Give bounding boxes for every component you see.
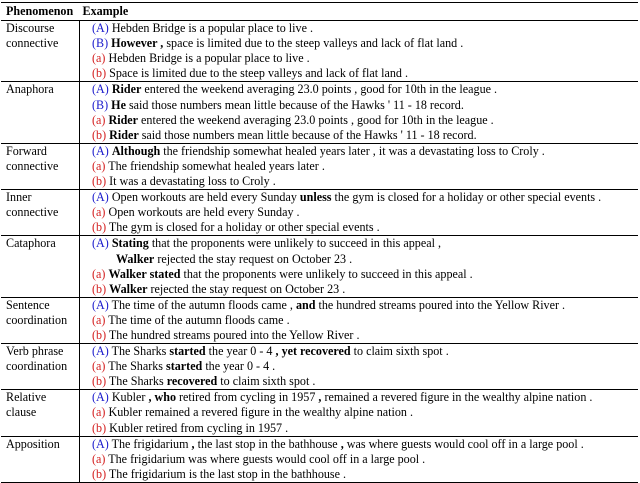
phenomenon-name <box>1 436 80 482</box>
example-text: was where guests would cool off in a large pool . <box>343 436 584 451</box>
example-emphasis: started <box>166 359 203 374</box>
example-text: that the proponents were unlikely to succeed in this appeal . <box>180 266 473 281</box>
phenomenon-name <box>1 190 80 236</box>
phenomenon-name-line: connective <box>6 205 59 220</box>
example-label: (A) <box>92 21 109 36</box>
header-example: Example <box>80 3 639 21</box>
example-text: The time of the autumn floods came , <box>108 297 296 312</box>
example-label: (b) <box>92 66 107 81</box>
phenomena-table <box>1 2 638 483</box>
example-label: (a) <box>92 158 106 173</box>
example-emphasis: , <box>318 390 322 405</box>
example-text: rejected the stay request on October 23 . <box>147 281 346 296</box>
example-line <box>92 128 635 143</box>
phenomenon-name-line: clause <box>6 405 37 420</box>
example-line <box>92 252 635 267</box>
example-line <box>92 66 635 81</box>
phenomenon-name-line: Sentence <box>6 297 50 312</box>
example-label: (a) <box>92 205 106 220</box>
example-emphasis: , <box>340 436 344 451</box>
example-line <box>92 298 635 313</box>
example-cell <box>80 236 639 297</box>
example-line <box>92 113 635 128</box>
phenomenon-name-line: connective <box>6 36 59 51</box>
example-label: (a) <box>92 359 106 374</box>
example-label: (b) <box>92 466 107 481</box>
example-label: (A) <box>92 344 109 359</box>
phenomenon-name <box>1 21 80 82</box>
example-text: entered the weekend averaging 23.0 points , good for 10th in the league . <box>141 82 498 97</box>
example-line <box>92 98 635 113</box>
phenomenon-name <box>1 236 80 297</box>
example-emphasis: , who <box>148 390 176 405</box>
table-row <box>1 21 638 82</box>
example-line <box>92 421 635 436</box>
phenomenon-name-line: coordination <box>6 359 68 374</box>
example-text: to claim sixth spot . <box>350 344 449 359</box>
example-emphasis: , yet recovered <box>275 344 351 359</box>
example-text: The friendship somewhat healed years later . <box>105 158 325 173</box>
phenomenon-name <box>1 344 80 390</box>
example-text: rejected the stay request on October 23 . <box>154 251 353 266</box>
example-cell <box>80 297 639 343</box>
example-emphasis: unless <box>299 190 332 205</box>
example-text: Kubler retired from cycling in 1957 . <box>106 420 289 435</box>
example-line <box>92 174 635 189</box>
example-emphasis: Stating <box>111 236 149 251</box>
example-emphasis: Walker <box>109 281 148 296</box>
example-label: (A) <box>92 297 109 312</box>
example-line <box>92 220 635 235</box>
phenomenon-name-line: Relative <box>6 390 47 405</box>
example-label: (b) <box>92 127 107 142</box>
phenomenon-name-line: Discourse <box>6 21 55 36</box>
example-text: Hebden Bridge is a popular place to live . <box>105 51 310 66</box>
example-label: (A) <box>92 190 109 205</box>
table-row <box>1 190 638 236</box>
example-cell <box>80 390 639 436</box>
phenomenon-name-line: connective <box>6 158 59 173</box>
example-text: The Sharks <box>105 359 167 374</box>
example-label: (a) <box>92 405 106 420</box>
phenomenon-name-line: Cataphora <box>6 236 56 251</box>
example-text: entered the weekend averaging 23.0 points , good for 10th in the league . <box>138 112 494 127</box>
example-text: Space is limited due to the steep valleys and lack of flat land . <box>106 66 409 81</box>
example-label: (a) <box>92 112 106 127</box>
example-line <box>92 51 635 66</box>
example-label: (A) <box>92 143 109 158</box>
example-line <box>92 452 635 467</box>
table-header-row <box>1 3 638 21</box>
example-emphasis: He <box>111 97 126 112</box>
table-row <box>1 143 638 189</box>
example-text: It was a devastating loss to Croly . <box>106 174 276 189</box>
example-cell <box>80 82 639 143</box>
example-label: (b) <box>92 327 107 342</box>
example-label: (A) <box>92 236 109 251</box>
example-line <box>92 405 635 420</box>
example-text: The Sharks <box>108 344 170 359</box>
example-emphasis: and <box>295 297 316 312</box>
example-label: (b) <box>92 374 107 389</box>
phenomenon-name-line: Anaphora <box>6 82 54 97</box>
example-label: (A) <box>92 82 109 97</box>
example-label: (a) <box>92 51 106 66</box>
table-row <box>1 390 638 436</box>
example-line <box>92 374 635 389</box>
phenomenon-name-line: Apposition <box>6 436 60 451</box>
example-text: the gym is closed for a holiday or other special events . <box>331 190 602 205</box>
example-label: (b) <box>92 420 107 435</box>
example-line <box>92 267 635 282</box>
example-label: (b) <box>92 174 107 189</box>
example-text: Open workouts are held every Sunday <box>108 190 300 205</box>
example-text: Kubler remained a revered figure in the wealthy alpine nation . <box>105 405 414 420</box>
example-label: (B) <box>92 97 109 112</box>
example-label: (a) <box>92 312 106 327</box>
example-text: said those numbers mean little because of the Hawks ' 11 - 18 record. <box>138 127 477 142</box>
example-emphasis: Walker <box>116 251 155 266</box>
example-emphasis: Although <box>111 143 161 158</box>
example-emphasis: started <box>169 344 206 359</box>
example-line <box>92 205 635 220</box>
example-line <box>92 467 635 482</box>
example-line <box>92 313 635 328</box>
example-cell <box>80 143 639 189</box>
example-line <box>92 144 635 159</box>
example-text: The frigidarium <box>108 436 192 451</box>
example-label: (B) <box>92 36 109 51</box>
example-line <box>92 21 635 36</box>
example-line <box>92 190 635 205</box>
example-emphasis: , <box>191 436 195 451</box>
example-line <box>92 159 635 174</box>
example-label: (A) <box>92 436 109 451</box>
phenomenon-name <box>1 143 80 189</box>
table-body <box>1 21 638 483</box>
example-text: Open workouts are held every Sunday . <box>105 205 300 220</box>
example-line <box>92 437 635 452</box>
table-row <box>1 436 638 482</box>
example-cell <box>80 190 639 236</box>
phenomenon-name-line: coordination <box>6 312 68 327</box>
example-emphasis: However , <box>111 36 164 51</box>
example-text: The hundred streams poured into the Yellow River . <box>106 327 360 342</box>
phenomenon-name <box>1 82 80 143</box>
example-cell <box>80 344 639 390</box>
example-emphasis: Walker stated <box>108 266 181 281</box>
example-line <box>92 359 635 374</box>
example-text: to claim sixth spot . <box>217 374 316 389</box>
example-text: The frigidarium was where guests would cool off in a large pool . <box>105 451 426 466</box>
example-text: Hebden Bridge is a popular place to live . <box>108 21 313 36</box>
example-text: Kubler <box>108 390 149 405</box>
example-line <box>92 36 635 51</box>
example-text: that the proponents were unlikely to succeed in this appeal , <box>148 236 441 251</box>
example-text: The gym is closed for a holiday or other special events . <box>106 220 380 235</box>
example-text: said those numbers mean little because of the Hawks ' 11 - 18 record. <box>125 97 464 112</box>
example-text: the friendship somewhat healed years later , it was a devastating loss to Croly . <box>160 143 545 158</box>
example-line <box>92 236 635 251</box>
table-row <box>1 297 638 343</box>
phenomenon-name-line: Verb phrase <box>6 344 64 359</box>
example-text: The time of the autumn floods came . <box>105 312 290 327</box>
example-text: the hundred streams poured into the Yellow River . <box>315 297 566 312</box>
example-label: (b) <box>92 220 107 235</box>
table-row <box>1 82 638 143</box>
example-cell <box>80 21 639 82</box>
example-text: The Sharks <box>106 374 167 389</box>
phenomenon-name <box>1 390 80 436</box>
example-cell <box>80 436 639 482</box>
header-phenomenon: Phenomenon <box>1 3 80 21</box>
phenomenon-name <box>1 297 80 343</box>
example-line <box>92 328 635 343</box>
example-emphasis: Rider <box>111 82 142 97</box>
example-emphasis: recovered <box>166 374 218 389</box>
example-emphasis: Rider <box>109 127 139 142</box>
example-label: (A) <box>92 390 109 405</box>
example-text: the year 0 - 4 . <box>202 359 276 374</box>
example-text: the last stop in the bathhouse <box>194 436 341 451</box>
example-text: the year 0 - 4 <box>205 344 276 359</box>
example-label: (a) <box>92 266 106 281</box>
example-text: The frigidarium is the last stop in the bathhouse . <box>106 466 347 481</box>
phenomenon-name-line: Inner <box>6 190 32 205</box>
example-text: retired from cycling in 1957 <box>176 390 319 405</box>
example-line <box>92 282 635 297</box>
table-row <box>1 236 638 297</box>
phenomenon-name-line: Forward <box>6 143 47 158</box>
example-text: space is limited due to the steep valleys and lack of flat land . <box>163 36 464 51</box>
table-row <box>1 344 638 390</box>
example-line <box>92 82 635 97</box>
example-label: (a) <box>92 451 106 466</box>
example-emphasis: Rider <box>108 112 139 127</box>
example-label: (b) <box>92 281 107 296</box>
example-line <box>92 344 635 359</box>
example-line <box>92 390 635 405</box>
example-text: remained a revered figure in the wealthy alpine nation . <box>321 390 593 405</box>
